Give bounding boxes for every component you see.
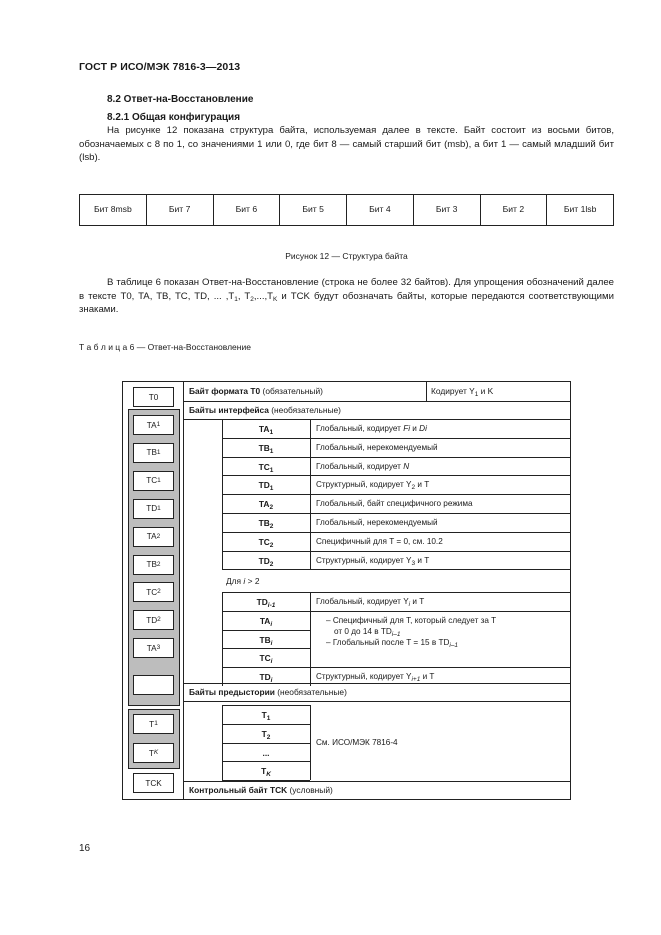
bit-label: Бит 6 [235,204,258,215]
divider-interface-end [183,683,571,684]
hist-right-border [310,705,311,780]
i-byte-name [222,635,310,645]
desc-text: – Глобальный после T = 15 в TD [326,637,450,647]
hist-row-line [222,724,310,725]
desc-index: 3 [411,559,416,567]
hist-byte-name [222,729,310,739]
bit-label: Бит 7 [168,204,191,215]
hist-byte-name [222,766,310,779]
byte-name: TB [146,448,157,458]
iface-row-line [222,457,571,458]
divider-interface-header [183,419,571,420]
i-byte-desc [316,597,424,606]
byte-name: TD [256,597,268,607]
byte-index: 2 [269,560,274,568]
interface-byte-name [222,462,310,472]
byte-name: TD [146,504,158,514]
desc-text: и T [410,597,425,606]
bit-label: Бит 8 [93,204,116,215]
byte-name: TC [259,653,271,664]
byte-name: TC [146,587,158,597]
byte-index: i-1 [267,602,276,609]
byte-index: 1 [269,466,274,474]
hist-row-line [222,780,310,781]
desc-text: Специфичный для T = 0, см. 10.2 [316,536,443,546]
left-interface-byte: TB 2 [133,555,174,575]
i-mid-border [310,592,311,686]
byte-name: TB [258,442,270,453]
byte-name: TC [146,476,158,486]
for-i-label: Для i > 2 [226,576,260,586]
bit-cell [80,195,147,225]
byte-name: T [261,710,267,720]
byte-index: 2 [269,523,274,530]
byte-index: 2 [269,504,274,512]
interface-byte-name [222,480,310,493]
bit-label: Бит 2 [502,204,525,215]
desc-text: Структурный, кодирует Y [316,672,412,682]
bit-label: Бит 4 [369,204,391,215]
left-interface-byte: TC 2 [133,582,174,602]
byte-index: i [270,620,273,628]
bit-label: Бит 1 [563,204,586,215]
desc-text: и T [415,480,430,490]
byte-index: 1 [266,715,271,722]
byte-name: T [261,728,267,739]
byte-index: 1 [269,447,274,455]
byte-name: T [149,719,155,729]
interface-byte-desc [316,537,443,546]
left-interface-byte: TB 1 [133,443,174,463]
left-hist-byte: T 1 [133,714,174,734]
iface-row-line [222,494,571,495]
i-byte-name [222,597,310,607]
i-byte-name [222,616,310,626]
desc-text: Глобальный, кодирует [316,424,404,433]
desc-text: и T [415,555,430,565]
bit-sublabel: msb [115,204,132,215]
desc-index: i [408,601,411,608]
desc-text: Структурный, кодирует Y [316,555,412,565]
i-row-line [222,648,310,649]
desc-var: Fi [403,424,411,433]
iface-row-line [222,438,571,439]
iface-row-line [222,551,571,552]
byte-index: 2 [266,733,271,741]
subsection-heading: 8.2.1 Общая конфигурация [107,112,241,123]
interface-byte-name [222,424,310,434]
byte-index: i [270,677,273,685]
byte-name: TC [258,461,270,472]
hist-row-line [222,743,310,744]
interface-byte-desc [316,518,438,527]
desc-index: i–1 [391,630,401,638]
iface-row-line [222,569,571,570]
byte-name: TD [259,672,271,683]
left-interface-byte: TA 2 [133,527,174,547]
byte-name: T [261,766,267,777]
byte-index: 2 [269,541,274,549]
left-interface-byte: TC 1 [133,471,174,491]
interface-byte-desc [316,480,430,492]
bit-label: Бит 3 [435,204,458,215]
interface-byte-name [222,443,310,453]
document-header: ГОСТ Р ИСО/МЭК 7816-3—2013 [79,61,241,73]
desc-text: Глобальный, нерекомендуемый [316,518,438,527]
desc-text: Глобальный, нерекомендуемый [316,442,438,452]
byte-index: i [270,658,273,666]
desc-text: Глобальный, байт специфичного режима [316,499,473,509]
byte-name: TA [146,643,157,653]
i-byte-name [222,672,310,685]
section-heading: 8.2 Ответ-на-Восстановление [107,94,254,105]
left-t0-box: T0 [133,387,174,407]
byte-name: ... [262,747,270,758]
desc-var: N [403,461,410,471]
byte-name: TA [146,420,157,430]
byte-index: 1 [269,429,274,436]
t0-codes: Кодирует $Y_1$ и K [431,386,494,398]
bit-cell [547,195,613,225]
interface-byte-name [222,537,310,547]
desc-text: Структурный, кодирует Y [316,480,412,490]
hist-byte-name [222,748,310,758]
bit-cell [214,195,281,225]
bit-cell [414,195,481,225]
i-row-line [222,630,310,631]
byte-index: 1 [269,485,274,493]
iface-row-line [222,532,571,533]
desc-text: – Специфичный для T, который следует за T [326,615,497,625]
byte-index: K [266,771,271,779]
byte-name: TA [258,499,270,510]
i-byte-name [222,653,310,666]
iface-row-line [222,513,571,514]
interface-byte-desc [316,443,438,452]
byte-name: TD [258,555,270,566]
hist-byte-name [222,710,310,720]
bit-cell [347,195,414,225]
t0-codes-divider [426,381,427,401]
bit-cell [481,195,548,225]
i-top-line [222,592,571,593]
left-empty-byte [133,675,174,695]
desc-index: 2 [411,484,416,492]
left-interface-byte: TA 1 [133,415,174,435]
hist-top-line [222,705,310,706]
divider-t0 [183,401,571,402]
byte-name: TD [146,615,158,625]
desc-text: Глобальный, кодирует [316,461,404,471]
t0-row-label: Байт формата T0 (обязательный) [189,386,323,396]
byte-name: TA [259,615,271,626]
desc-index: i–1 [449,641,459,649]
desc-index: i+1 [411,676,421,684]
i-row-line [222,667,571,668]
i-byte-desc [316,672,435,684]
desc-text: от 0 до 14 в TD [334,626,392,636]
hist-row-line [222,761,310,762]
interface-byte-name [222,499,310,512]
bit-sublabel: lsb [585,204,597,215]
desc-var: Di [419,424,427,433]
byte-name: TB [146,560,157,569]
interface-byte-desc [316,499,473,508]
divider-hist-header [183,701,571,702]
byte-name: TB [259,634,271,645]
paragraph-1: На рисунке 12 показана структура байта, используемая далее в тексте. Байт состоит из восьми битов, обозначаемых с 8 по 1, со значениями 1 или 0, где бит 8 — самый старший бит (msb), а бит 1 — самый младший бит (lsb). [79,125,614,163]
left-interface-byte: TA 3 [133,638,174,658]
hist-row-label: Байты предыстории (необязательные) [189,687,347,697]
left-column-divider [183,381,184,800]
i-row-line [222,611,571,612]
bit-label: Бит 5 [302,204,324,215]
i-specific-desc [326,615,496,648]
desc-text: Глобальный, кодирует Y [316,597,409,606]
desc-text: и [410,424,420,433]
byte-index: i [270,639,273,647]
left-tck-box: TCK [133,773,174,793]
paragraph-2: В таблице 6 показан Ответ-на-Восстановление (строка не более 32 байтов). Для упрощения обозначений далее в тексте T0, TA, TB, TC, TD, ... $,T_1$, $T_2,...,T_K$ и TCK будут обозначать байты, которые передаются соответствующими знаками. [79,277,614,315]
interface-byte-desc [316,462,409,471]
byte-name: TA [258,424,270,434]
interface-byte-name [222,556,310,566]
bit-cell [147,195,214,225]
interface-byte-desc [316,424,427,433]
table-caption: Т а б л и ц а 6 — Ответ-на-Восстановление [79,342,251,352]
hist-reference: См. ИСО/МЭК 7816-4 [316,738,398,747]
interface-row-label: Байты интерфейса (необязательные) [189,405,341,415]
left-interface-byte: TD 2 [133,610,174,630]
iface-row-line [222,475,571,476]
bit-cell [280,195,347,225]
byte-structure-figure [79,194,614,226]
left-hist-byte: T K [133,743,174,763]
byte-name: TB [258,518,270,528]
left-interface-byte: TD 1 [133,499,174,519]
tck-row-label: Контрольный байт TCK (условный) [189,785,333,795]
interface-byte-name [222,518,310,528]
byte-name: T [148,748,154,758]
byte-name: TC [258,536,270,547]
interface-byte-desc [316,556,429,565]
page-number: 16 [79,843,91,854]
byte-name: TD [258,480,270,491]
desc-text: и T [420,672,435,682]
figure-caption: Рисунок 12 — Структура байта [285,251,408,261]
byte-name: TA [146,532,157,542]
